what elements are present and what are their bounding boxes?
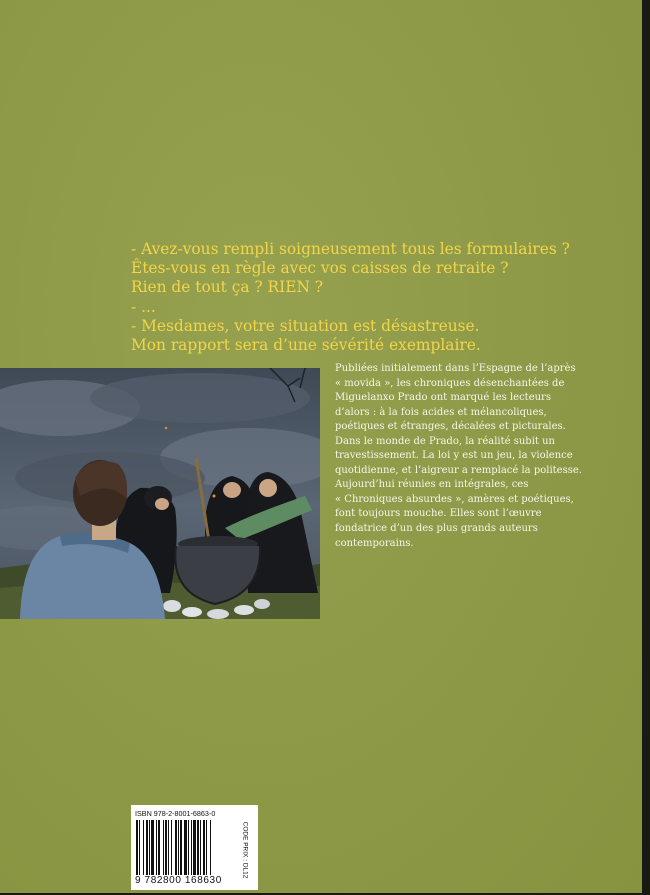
blurb-line: Miguelanxo Prado ont marqué les lecteurs [335,392,551,404]
barcode-bars [136,820,232,875]
barcode-bar [210,820,211,875]
barcode-bar [139,820,140,875]
quote-line: - Mesdames, votre situation est désastreuse. [131,316,480,335]
blurb-line: poétiques et étranges, décalées et picturales. [335,421,566,433]
barcode-bar [171,820,172,875]
blurb-line: font toujours mouche. Elles sont l’œuvre [335,508,542,520]
blurb-line: « movida », les chroniques désenchantées de [335,377,565,389]
blurb-line: fondatrice d’un des plus grands auteurs [335,523,538,535]
barcode-bar [178,820,179,875]
barcode-bar [151,820,154,875]
barcode-bar [158,820,160,875]
barcode-bar [197,820,199,875]
blurb-line: « Chroniques absurdes », amères et poétiques, [335,493,574,505]
barcode-bar [175,820,177,875]
price-code [235,815,255,885]
barcode-bar [156,820,157,875]
blurb-line: contemporains. [335,537,414,549]
barcode-bar [163,820,164,875]
blurb-line: Dans le monde de Prado, la réalité subit un [335,435,555,447]
quote-block [131,240,591,355]
barcode-bar [168,820,169,875]
witches-cauldron-illustration [0,368,320,619]
barcode-bar [165,820,167,875]
barcode-bar [149,820,150,875]
blurb-line: travestissement. La loi y est un jeu, la violence [335,450,573,462]
barcode-label [131,805,258,890]
barcode-bar [143,820,144,875]
blurb-line: quotidienne, et l’aigreur a remplacé la politesse. [335,464,582,476]
barcode-bar [188,820,189,875]
barcode-bar [200,820,201,875]
blurb-line: Publiées initialement dans l’Espagne de l’après [335,363,576,374]
barcode-bar [191,820,192,875]
quote-line: Êtes-vous en règle avec vos caisses de retraite ? [131,259,509,278]
quote-line: Mon rapport sera d’une sévérité exemplaire. [131,336,481,355]
barcode-bar [184,820,187,875]
quote-line: Rien de tout ça ? RIEN ? [131,278,324,297]
price-code-text: CODE PRIX : DL12 [241,821,249,879]
blurb-line: Aujourd’hui réunies en intégrales, ces [335,479,529,491]
isbn-text: ISBN 978-2-8001-6863-0 [135,809,216,818]
barcode-bar [180,820,182,875]
barcode-bar [193,820,196,875]
barcode-digits: 9 782800 168630 [135,875,222,886]
barcode-bar [136,820,138,875]
barcode-bar [146,820,148,875]
blurb-line: d’alors : à la fois acides et mélancoliques, [335,406,547,418]
quote-line: - ... [131,297,156,316]
blurb-text [335,362,595,551]
quote-line: - Avez-vous rempli soigneusement tous les formulaires ? [131,240,570,258]
barcode-bar [203,820,205,875]
barcode-bar [206,820,207,875]
